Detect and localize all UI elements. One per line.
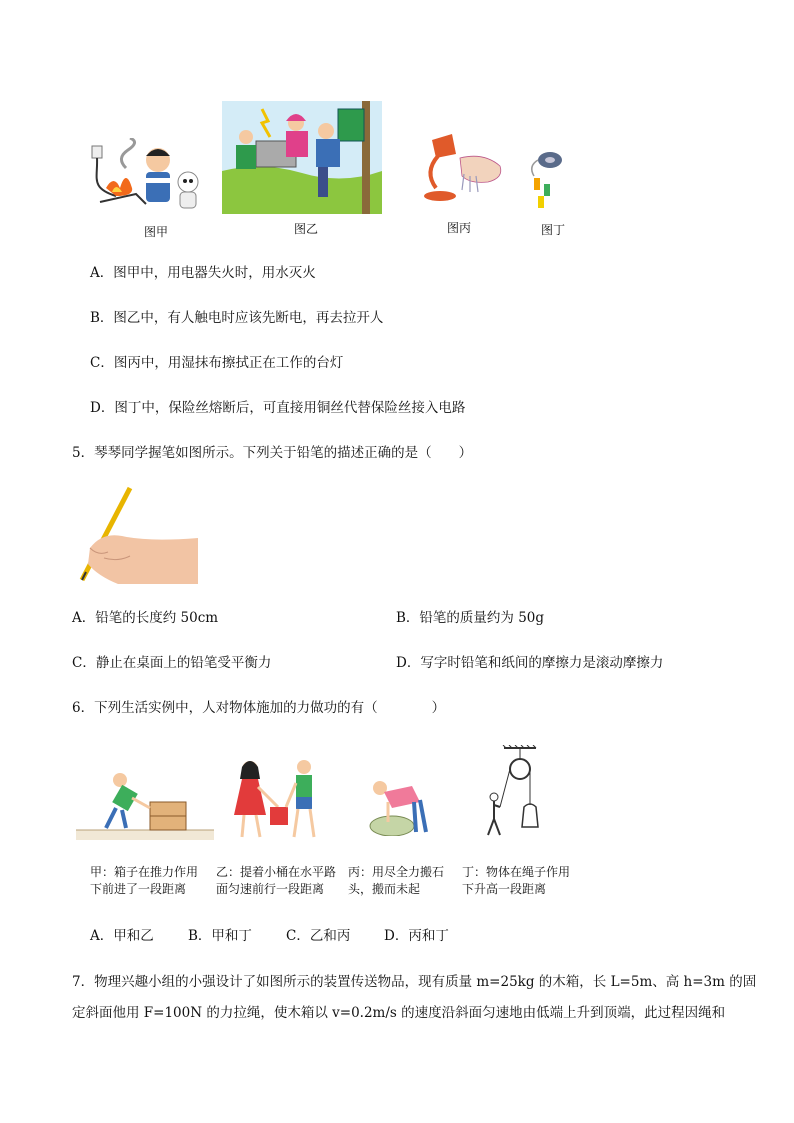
q4-option-c: C．图丙中，用湿抹布擦拭正在工作的台灯: [90, 355, 344, 371]
q7-line-1: 7．物理兴趣小组的小强设计了如图所示的装置传送物品，现有质量 m=25kg 的木箱，长 L=5m、高 h=3m 的固: [72, 974, 757, 990]
q6-caption-bing: 丙：用尽全力搬石 头，搬而未起: [348, 865, 445, 896]
q6-stem: 6．下列生活实例中，人对物体施加的力做功的有（ ）: [72, 700, 446, 716]
q5-option-b: B．铅笔的质量约为 50g: [396, 610, 545, 626]
figure-bing-image: [414, 132, 506, 204]
q5-option-d: D．写字时铅笔和纸间的摩擦力是滚动摩擦力: [396, 655, 664, 671]
q4-option-a: A．图甲中，用电器失火时，用水灭火: [90, 265, 316, 281]
figure-ding-image: [524, 146, 568, 212]
figure-jia-image: [86, 138, 214, 214]
caption-yi: 图乙: [294, 222, 319, 236]
q6-caption-jia: 甲：箱子在推力作用 下前进了一段距离: [90, 865, 199, 896]
pencil-hand-image: [78, 486, 198, 584]
q6-option-d: D．丙和丁: [384, 928, 449, 944]
q4-option-b: B．图乙中，有人触电时应该先断电，再去拉开人: [90, 310, 384, 326]
q7-line-2: 定斜面他用 F=100N 的力拉绳，使木箱以 v=0.2m/s 的速度沿斜面匀速地由低端上升到顶端，此过程因绳和: [72, 1005, 726, 1021]
q6-ding-image: [480, 745, 542, 841]
q6-caption-ding: 丁：物体在绳子作用 下升高一段距离: [462, 865, 571, 896]
caption-bing: 图丙: [447, 221, 472, 235]
q6-option-a: A．甲和乙: [90, 928, 154, 944]
figure-yi-image: [222, 101, 382, 214]
caption-ding: 图丁: [541, 223, 566, 237]
q6-option-b: B．甲和丁: [188, 928, 252, 944]
q6-option-c: C．乙和丙: [286, 928, 351, 944]
q6-yi-image: [220, 757, 328, 843]
q5-option-a: A．铅笔的长度约 50cm: [72, 610, 219, 626]
q5-stem: 5．琴琴同学握笔如图所示。下列关于铅笔的描述正确的是（ ）: [72, 445, 473, 461]
q6-caption-yi: 乙：提着小桶在水平路 面匀速前行一段距离: [216, 865, 337, 896]
caption-jia: 图甲: [144, 225, 169, 239]
q6-jia-image: [76, 758, 214, 840]
q4-option-d: D．图丁中，保险丝熔断后，可直接用铜丝代替保险丝接入电路: [90, 400, 466, 416]
q5-option-c: C．静止在桌面上的铅笔受平衡力: [72, 655, 272, 671]
q6-bing-image: [364, 772, 432, 836]
